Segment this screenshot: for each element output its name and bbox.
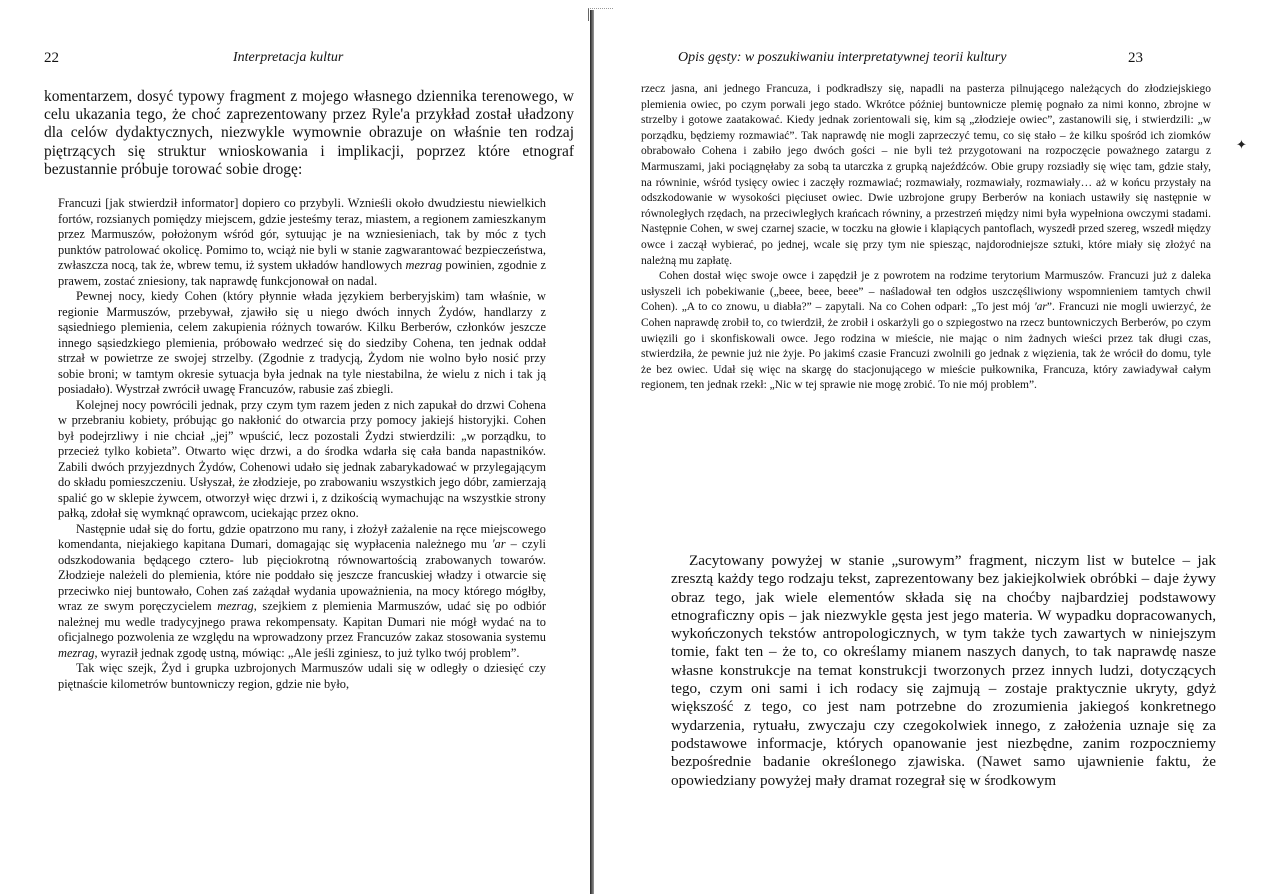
right-page-number	[1128, 50, 1143, 67]
body-text: Zacytowany powyżej w stanie „surowym” fragment, niczym list w butelce – jak zresztą każdy tego rodzaju tekst, zaprezentowany bez jakiejkolwiek obróbki – daje żywy obraz tego, jak wiele elementów składa się na choćby najbardziej podstawowy etnograficzny opis – jak niezwykle gęsta jest jego materia. W wypadku dopracowanych, wykończonych tekstów antropologicznych, w tym także tych zawartych w niniejszym tomie, fakt ten – że to, co określamy mianem naszych danych, to tak naprawdę nasze własne konstrukcje na temat konstrukcji tworzonych przez innych ludzi, dotyczących tego, czym oni sami i ich rodacy się zajmują – zostaje praktycznie ukryty, gdyż większość z tego, co jest nam potrzebne do zrozumienia jakiegoś konkretnego wydarzenia, rytuału, zwyczaju czy czegokolwiek innego, z założenia uznaje się za podstawowe informacje, których opanowanie jest niezbędne, zanim rozpoczniemy bezpośrednie badanie określonego zjawiska. (Nawet samo ujawnienie faktu, że opowiedziany powyżej mały dramat rozegrał się w środkowym	[671, 552, 1216, 789]
quote-text: rzecz jasna, ani jednego Francuza, i podkradłszy się, napadli na pasterza pilnującego należących do złodziejskiego plemienia owiec, po czym porwali jego stado. Wkrótce później buntownicze plemię pognało za nimi konno, zbrojne w strzelby i gotowe zaatakować. Kiedy jednak zorientowali się, kim są „złodzieje owiec”, zastanowili się, i stwierdzili: „w porządku, będziemy rozmawiać”. Tak naprawdę nie mogli zaprzeczyć temu, co się stało – że kilku spośród ich ziomków obrabowało Cohena i zabiło jego dwóch gości – nie byli też przygotowani na rozpoczęcie poważnego zatargu z Marmuszami, jaki pociągnęłaby za sobą ta utarczka z grupką najeźdźców. Obie grupy rozsiadły się więc tam, gdzie stały, na równinie, wśród tysięcy owiec i zaczęły rozmawiać; rozmawiały, rozmawiały, rozmawiały… aż w końcu przystały na odszkodowanie w wysokości pięciuset owiec. Dwie uzbrojone grupy Berberów na koniach ustawiły się następnie w równoległych rzędach, na przeciwległych krańcach równiny, a przestrzeń między nimi była wypełniona owczymi stadami. Następnie Cohen, w swej czarnej szacie, w toczku na głowie i klapiących pantoflach, wyszedł przed szereg, wszedł między owce i zaczął wybierać, po jednej, wcale się przy tym nie spiesząc, najdorodniejsze sztuki, które miały się złożyć na należną mu zapłatę.	[641, 83, 1211, 267]
italic-term: 'ar	[491, 537, 506, 551]
right-field-note-quote	[641, 82, 1211, 394]
quote-paragraph	[58, 522, 546, 662]
page-number: 23	[1128, 50, 1143, 66]
quote-text: , szejkiem z plemienia Marmuszów, udać się po odbiór należnej mu wedle tradycyjnego prawa rekompensaty. Kapitan Dumari nie mógł wydać na to oficjalnego pozwolenia ze względu na wprowadzony przez Francuzów zakaz stosowania systemu	[58, 599, 546, 644]
right-body-paragraph	[671, 552, 1216, 790]
quote-paragraph	[58, 398, 546, 522]
quote-text: powinien, zgodnie z prawem, zostać zniesiony, tak naprawdę funkcjonował on nadal.	[58, 258, 546, 288]
quote-text: Kolejnej nocy powrócili jednak, przy czym tym razem jeden z nich zapukał do drzwi Cohena w przebraniu kobiety, próbując go nakłonić do otwarcia przy pomocy jakiejś historyjki. Cohen był podejrzliwy i nie chciał „jej” wpuścić, lecz pozostali Żydzi stwierdzili: „w porządku, to przecież tylko kobieta”. Otwarto więc drzwi, a do środka wdarła się cała banda napastników. Zabili dwóch przyjezdnych Żydów, Cohenowi udało się jednak zabarykadować w przylegającym do składu pomieszczeniu. Usłyszał, że złodzieje, po zrabowaniu wszystkich jego dóbr, zamierzają spalić go w sklepie żywcem, otworzył więc drzwi i, z dzikością wymachując na wszystkie strony pałką, zdołał się wymknąć oprawcom, uciekając przez okno.	[58, 397, 546, 520]
left-running-head: Interpretacja kultur	[233, 50, 344, 65]
quote-text: Cohen dostał więc swoje owce i zapędził je z powrotem na rodzime terytorium Marmuszów. Francuzi już z daleka usłyszeli ich pobekiwanie („beee, beee, beee” – naśladował ten odgłos uszczęśliwiony wspomnieniem tamtych chwil Cohen). „A to co znowu, u diabła?” – zapytali. Na co Cohen odparł: „To jest mój	[641, 270, 1211, 314]
quote-text: – czyli odszkodowania będącego cztero- lub pięciokrotną równowartością zrabowanych towarów. Złodzieje należeli do plemienia, które nie poddało się jeszcze francuskiej władzy i otwarcie się przeciwko niej buntowało, Cohen zaś zażądał wydania upoważnienia, na mocy którego mógłby, wraz ze swym poręczycielem	[58, 537, 546, 613]
left-field-note-quote	[58, 196, 546, 692]
italic-term: mezrag	[217, 599, 254, 613]
quote-text: Następnie udał się do fortu, gdzie opatrzono mu rany, i złożył zażalenie na ręce miejscowego komendanta, niejakiego kapitana Dumari, domagając się wypłacenia należnego mu	[58, 521, 546, 551]
right-page	[598, 0, 1262, 894]
left-page-number	[44, 50, 59, 67]
right-running-head: Opis gęsty: w poszukiwaniu interpretatywnej teorii kultury	[678, 50, 1007, 65]
quote-paragraph	[58, 196, 546, 289]
left-intro-paragraph	[44, 88, 574, 179]
quote-paragraph	[58, 661, 546, 692]
quote-text: Pewnej nocy, kiedy Cohen (który płynnie włada językiem berberyjskim) tam właśnie, w regionie Marmuszów, przebywał, zjawiło się u niego dwóch innych Żydów, handlarzy z sąsiedniego plemienia, celem zakupienia różnych towarów. Kilku Berberów, członków jeszcze innego sąsiedzkiego plemienia, próbowało wedrzeć się do siedziby Cohena, ten jednak oddał strzał w powietrze ze swojej strzelby. (Zgodnie z tradycją, Żydom nie wolno było nosić przy sobie broni; w tamtym okresie sytuacja była jednak na tyle niestabilna, że wielu z nich i tak ją posiadało). Wystrzał zwrócił uwagę Francuzów, rabusie zaś zbiegli.	[58, 289, 546, 396]
quote-text: ”. Francuzi nie mogli uwierzyć, że Cohen naprawdę zrobił to, co twierdził, że zrobił i oskarżyli go o szpiegostwo na rzecz buntowniczych Berberów, po czym uwięzili go i skonfiskowali owce. Jego rodzina w mieście, nie mając o nim żadnych wieści przez tak długi czas, stwierdziła, że pewnie już nie żyje. Po jakimś czasie Francuzi zwolnili go jednak z więzienia, tak że wrócił do domu, tyle że bez owiec. Udał się więc na skargę do stacjonującego w mieście pułkownika, Francuza, który zawiadywał całym regionem, ten jednak rzekł: „Nic w tej sprawie nie mogę zrobić. To nie mój problem”.	[641, 301, 1211, 392]
page-number: 22	[44, 50, 59, 66]
italic-term: mezrag	[405, 258, 443, 272]
quote-text: Tak więc szejk, Żyd i grupka uzbrojonych Marmuszów udali się w odległy o dziesięć czy piętnaście kilometrów buntowniczy region, gdzie nie było,	[58, 661, 546, 691]
quote-paragraph	[641, 269, 1211, 394]
quote-paragraph	[58, 289, 546, 398]
intro-text: komentarzem, dosyć typowy fragment z mojego własnego dziennika terenowego, w celu ukazania tego, że choć zaprezentowany przez Ryle'a przykład został uładzony dla celów dydaktycznych, niezwykle wymownie obrazuje on właśnie ten rodzaj piętrzących się struktur wnioskowania i implikacji, poprzez które etnograf bezustannie próbuje torować sobie drogę:	[44, 88, 574, 178]
italic-term: mezrag	[58, 645, 95, 660]
italic-term: 'ar	[1034, 301, 1047, 314]
quote-text: Francuzi [jak stwierdził informator] dopiero co przybyli. Wznieśli około dwudziestu niewielkich fortów, rozsianych pomiędzy miejscem, gdzie jesteśmy teraz, miastem, a regionem zamieszkanym przez Marmuszów, położonym wśród gór, sytuując je na wzniesieniach, tak by móc z tych punktów patrolować okolicę. Pomimo to, wciąż nie byli w stanie zagwarantować bezpieczeństwa, zwłaszcza nocą, tak że, wbrew temu, iż system układów handlowych	[58, 196, 546, 272]
quote-paragraph	[641, 82, 1211, 269]
quote-text: , wyraził jednak zgodę ustną, mówiąc: „Ale jeśli zginiesz, to już tylko twój problem”.	[94, 645, 520, 660]
margin-mark-icon: ✦	[1236, 137, 1247, 152]
left-page	[0, 0, 592, 894]
